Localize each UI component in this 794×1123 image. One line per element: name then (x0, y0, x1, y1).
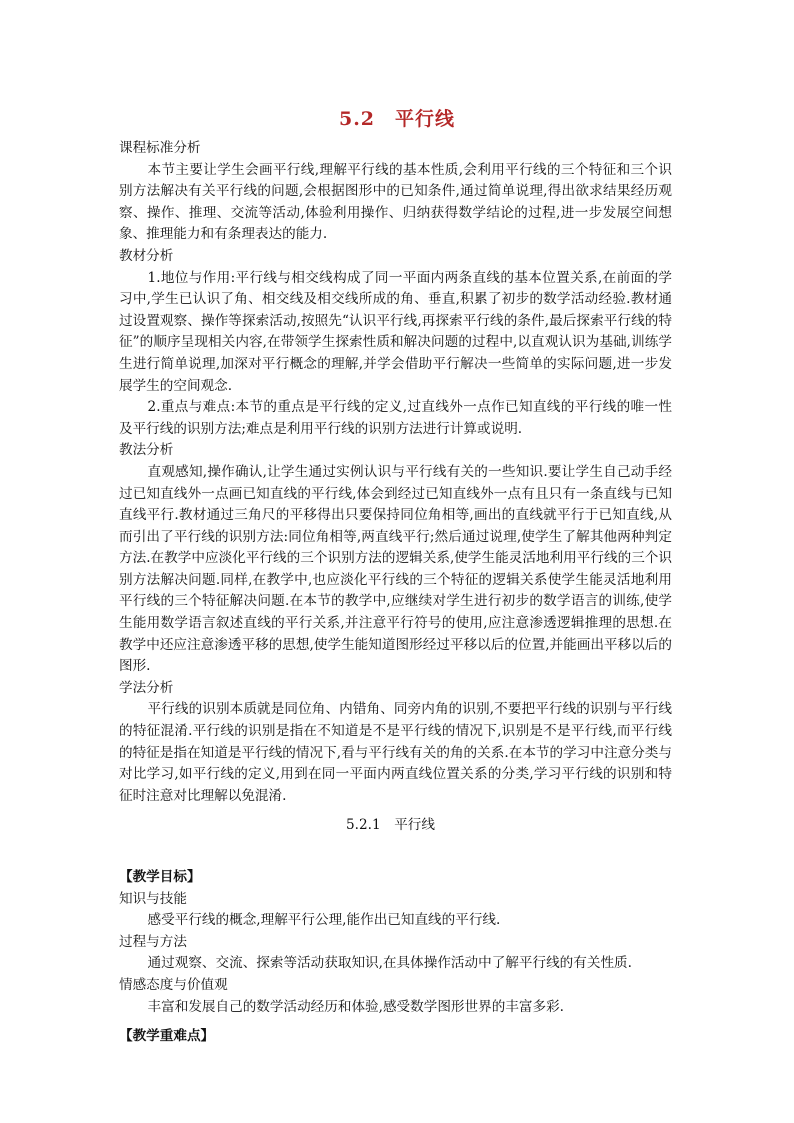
spacer (119, 1018, 672, 1026)
document-body (119, 138, 672, 1048)
curriculum-paragraph: 本节主要让学生会画平行线,理解平行线的基本性质,会利用平行线的三个特征和三个识别方法解决有关平行线的问题,会根据图形中的已知条件,通过简单说理,得出欲求结果经历观察、操作、推理、交流等活动,体验利用操作、归纳获得数学结论的过程,进一步发展空间想象、推理能力和有条理表达的能力. (119, 161, 672, 243)
textbook-heading: 教材分析 (119, 247, 174, 264)
teaching-method-paragraph: 直观感知,操作确认,让学生通过实例认识与平行线有关的一些知识.要让学生自己动手经过已知直线外一点画已知直线的平行线,体会到经过已知直线外一点有且只有一条直线与已知直线平行.教材通过三角尺的平移得出只要保持同位角相等,画出的直线就平行于已知直线,从而引出了平行线的识别方法:同位角相等,两直线平行;然后通过说理,使学生了解其他两种判定方法.在教学中应淡化平行线的三个识别方法的逻辑关系,使学生能灵活地利用平行线的三个识别方法解决问题.同样,在教学中,也应淡化平行线的三个特征的逻辑关系使学生能灵活地利用平行线的三个特征解决问题.在本节的教学中,应继续对学生进行初步的数学语言的训练,使学生能用数学语言叙述直线的平行关系,并注意平行符号的使用,应注意渗透逻辑推理的思想.在教学中还应注意渗透平移的思想,使学生能知道图形经过平移以后的位置,并能画出平移以后的图形. (119, 463, 672, 675)
key-points-heading: 【教学重难点】 (119, 1028, 215, 1045)
textbook-paragraph-1: 1.地位与作用:平行线与相交线构成了同一平面内两条直线的基本位置关系,在前面的学习中,学生已认识了角、相交线及相交线所成的角、垂直,积累了初步的数学活动经验.教材通过设置观察、操作等探索活动,按照先“认识平行线,再探索平行线的条件,最后探索平行线的特征”的顺序呈现相关内容,在带领学生探索性质和解决问题的过程中,以直观认识为基础,训练学生进行简单说理,加深对平行概念的理解,并学会借助平行解决一些简单的实际问题,进一步发展学生的空间观念. (119, 269, 672, 394)
curriculum-heading: 课程标准分析 (119, 140, 201, 156)
emotion-heading: 情感态度与价值观 (119, 976, 228, 993)
emotion-paragraph: 丰富和发展自己的数学活动经历和体验,感受数学图形世界的丰富多彩. (147, 998, 564, 1015)
knowledge-heading: 知识与技能 (119, 890, 187, 907)
spacer (119, 837, 672, 867)
document-title: 5.2 平行线 (338, 108, 456, 130)
learning-method-heading: 学法分析 (119, 679, 174, 696)
objectives-heading: 【教学目标】 (119, 869, 201, 885)
process-heading: 过程与方法 (119, 933, 187, 950)
teaching-method-heading: 教法分析 (119, 442, 174, 459)
learning-method-paragraph: 平行线的识别本质就是同位角、内错角、同旁内角的识别,不要把平行线的识别与平行线的特征混淆.平行线的识别是指在不知道是不是平行线的情况下,识别是不是平行线,而平行线的特征是指在知道是平行线的情况下,看与平行线有关的角的关系.在本节的学习中注意分类与对比学习,如平行线的定义,用到在同一平面内两直线位置关系的分类,学习平行线的识别和特征时注意对比理解以免混淆. (119, 701, 672, 804)
knowledge-paragraph: 感受平行线的概念,理解平行公理,能作出已知直线的平行线. (147, 912, 501, 929)
process-paragraph: 通过观察、交流、探索等活动获取知识,在具体操作活动中了解平行线的有关性质. (147, 955, 632, 972)
section-subtitle: 5.2.1 平行线 (346, 817, 435, 834)
textbook-paragraph-2: 2.重点与难点:本节的重点是平行线的定义,过直线外一点作已知直线的平行线的唯一性及平行线的识别方法;难点是利用平行线的识别方法进行计算或说明. (119, 399, 672, 437)
